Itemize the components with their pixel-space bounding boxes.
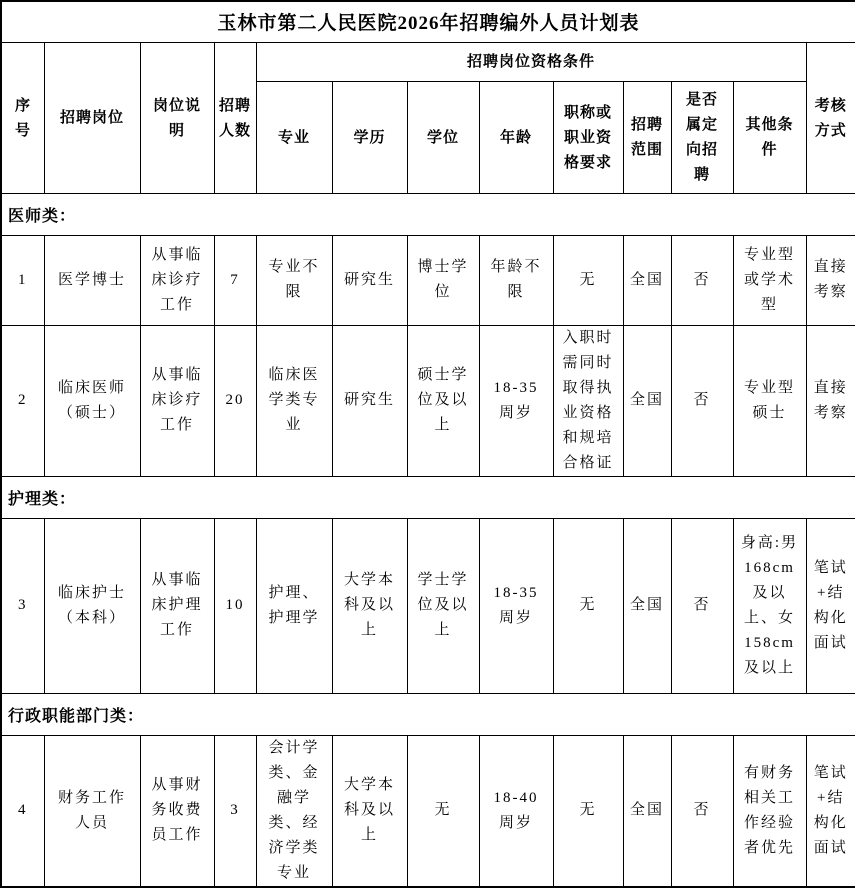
cell-other: 身高:男168cm及以上、女158cm及以上 (733, 518, 806, 693)
cell-education: 研究生 (332, 235, 407, 325)
cell-degree: 学士学位及以上 (407, 518, 479, 693)
cell-position: 医学博士 (44, 235, 140, 325)
cell-assessment: 直接考察 (806, 325, 855, 476)
group-header-qualifications: 招聘岗位资格条件 (256, 42, 806, 81)
cell-seq: 2 (1, 325, 44, 476)
cell-headcount: 20 (214, 325, 256, 476)
cell-targeted: 否 (671, 735, 733, 887)
cell-job-desc: 从事临床诊疗工作 (140, 325, 214, 476)
section-label-admin: 行政职能部门类： (1, 693, 855, 735)
cell-degree: 无 (407, 735, 479, 887)
cell-education: 大学本科及以上 (332, 518, 407, 693)
section-label-doctors: 医师类： (1, 193, 855, 235)
col-header-other: 其他条件 (733, 81, 806, 193)
cell-position: 临床护士（本科） (44, 518, 140, 693)
cell-job-desc: 从事临床诊疗工作 (140, 235, 214, 325)
col-header-age: 年龄 (479, 81, 553, 193)
cell-age: 18-35周岁 (479, 325, 553, 476)
col-header-scope: 招聘范围 (623, 81, 671, 193)
cell-other: 专业型硕士 (733, 325, 806, 476)
col-header-headcount: 招聘人数 (214, 42, 256, 193)
cell-assessment: 笔试+结构化面试 (806, 735, 855, 887)
col-header-major: 专业 (256, 81, 332, 193)
cell-headcount: 7 (214, 235, 256, 325)
cell-assessment: 直接考察 (806, 235, 855, 325)
col-header-seq: 序号 (1, 42, 44, 193)
cell-scope: 全国 (623, 735, 671, 887)
cell-age: 18-40周岁 (479, 735, 553, 887)
cell-age: 年龄不限 (479, 235, 553, 325)
cell-position: 临床医师（硕士） (44, 325, 140, 476)
cell-other: 专业型或学术型 (733, 235, 806, 325)
col-header-title-req: 职称或职业资格要求 (553, 81, 623, 193)
cell-other: 有财务相关工作经验者优先 (733, 735, 806, 887)
cell-degree: 硕士学位及以上 (407, 325, 479, 476)
cell-major: 护理、护理学 (256, 518, 332, 693)
cell-job-desc: 从事财务收费员工作 (140, 735, 214, 887)
table-row (1, 518, 855, 693)
cell-assessment: 笔试+结构化面试 (806, 518, 855, 693)
cell-seq: 3 (1, 518, 44, 693)
table-title: 玉林市第二人民医院2026年招聘编外人员计划表 (1, 1, 855, 42)
cell-age: 18-35周岁 (479, 518, 553, 693)
cell-title-req: 无 (553, 735, 623, 887)
cell-education: 大学本科及以上 (332, 735, 407, 887)
section-label-nursing: 护理类： (1, 476, 855, 518)
cell-targeted: 否 (671, 518, 733, 693)
col-header-position: 招聘岗位 (44, 42, 140, 193)
cell-seq: 4 (1, 735, 44, 887)
cell-title-req: 入职时需同时取得执业资格和规培合格证 (553, 325, 623, 476)
col-header-job-desc: 岗位说明 (140, 42, 214, 193)
table-row (1, 735, 855, 887)
col-header-education: 学历 (332, 81, 407, 193)
cell-headcount: 10 (214, 518, 256, 693)
cell-major: 会计学类、金融学类、经济学类专业 (256, 735, 332, 887)
cell-scope: 全国 (623, 325, 671, 476)
cell-major: 专业不限 (256, 235, 332, 325)
cell-targeted: 否 (671, 325, 733, 476)
cell-education: 研究生 (332, 325, 407, 476)
cell-scope: 全国 (623, 518, 671, 693)
cell-position: 财务工作人员 (44, 735, 140, 887)
cell-major: 临床医学类专业 (256, 325, 332, 476)
table-row (1, 235, 855, 325)
cell-job-desc: 从事临床护理工作 (140, 518, 214, 693)
cell-title-req: 无 (553, 518, 623, 693)
cell-title-req: 无 (553, 235, 623, 325)
cell-targeted: 否 (671, 235, 733, 325)
cell-degree: 博士学位 (407, 235, 479, 325)
table-row (1, 325, 855, 476)
cell-headcount: 3 (214, 735, 256, 887)
col-header-degree: 学位 (407, 81, 479, 193)
cell-seq: 1 (1, 235, 44, 325)
cell-scope: 全国 (623, 235, 671, 325)
col-header-assessment: 考核方式 (806, 42, 855, 193)
col-header-targeted: 是否属定向招聘 (671, 81, 733, 193)
